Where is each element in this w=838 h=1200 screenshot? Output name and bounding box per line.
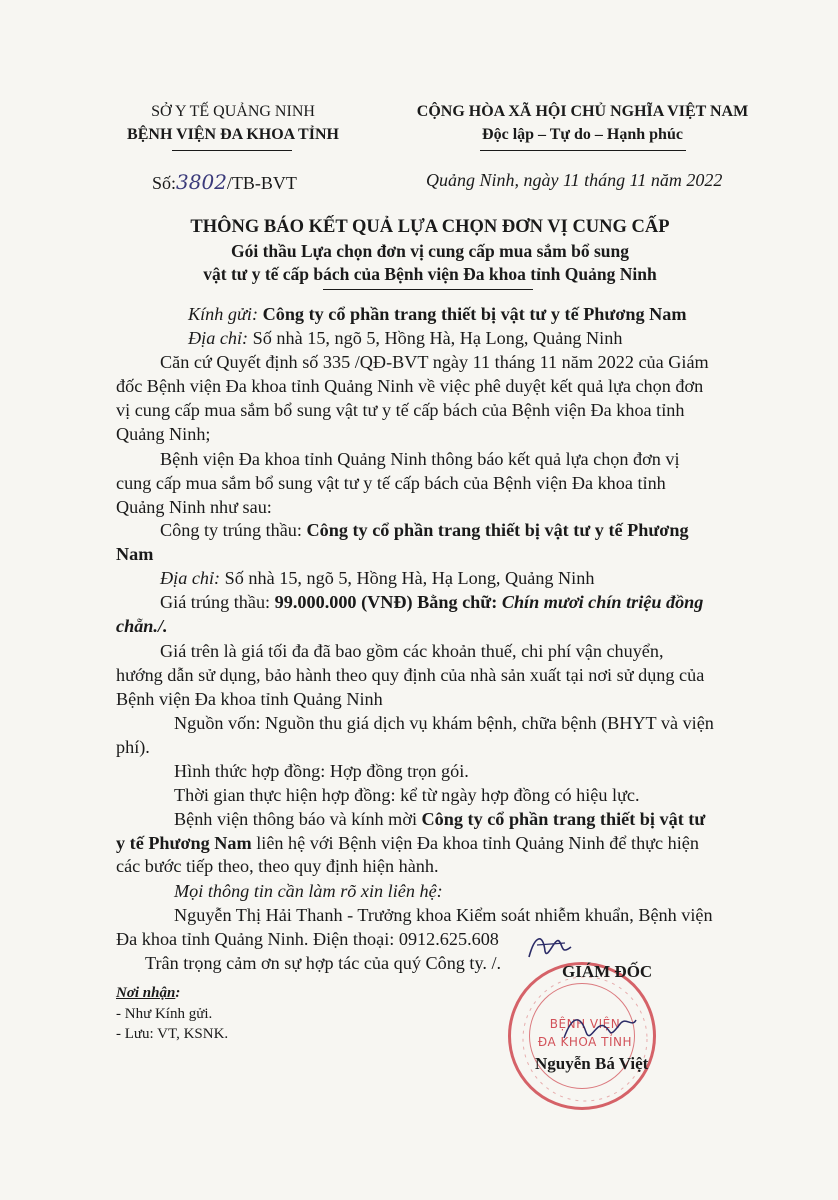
stamp-line-2: ĐA KHOA TỈNH	[537, 1035, 633, 1049]
director-signature-icon	[560, 1010, 640, 1050]
recipient-item-1: - Như Kính gửi.	[116, 1006, 213, 1022]
paragraph-1-line-1: Căn cứ Quyết định số 335 /QĐ-BVT ngày 11 tháng 11 năm 2022 của Giám	[160, 352, 709, 372]
winner-address-label: Địa chỉ:	[160, 568, 221, 588]
price-line-1	[160, 591, 703, 614]
initial-signature-icon	[525, 927, 575, 967]
document-number	[152, 170, 297, 194]
invite-line-3: các bước tiếp theo, theo quy định hiện hành.	[116, 856, 439, 876]
invite-text-b: liên hệ với Bệnh viện Đa khoa tỉnh Quảng Ninh để thực hiện	[251, 833, 699, 853]
doc-number-handwritten: 3802	[176, 170, 227, 194]
price-words: Chín mươi chín triệu đồng	[501, 592, 704, 612]
header-left-underline	[172, 150, 292, 151]
title-subline-2: vật tư y tế cấp bách của Bệnh viện Đa khoa tỉnh Quảng Ninh	[203, 264, 657, 284]
recipients-label	[116, 985, 180, 1002]
hospital-name: BỆNH VIỆN ĐA KHOA TỈNH	[127, 126, 339, 143]
price-line-2: chẵn./.	[116, 616, 168, 636]
contact-line-1: Nguyễn Thị Hải Thanh - Trưởng khoa Kiểm soát nhiễm khuẩn, Bệnh viện	[174, 905, 713, 925]
recipient-address	[188, 327, 622, 350]
invite-line-1	[174, 808, 705, 831]
document-date: Quảng Ninh, ngày 11 tháng 11 năm 2022	[426, 170, 723, 190]
winner-company: Công ty cổ phần trang thiết bị vật tư y tế Phương	[306, 520, 689, 540]
price-value: 99.000.000 (VNĐ) Bằng chữ:	[274, 592, 502, 612]
country-name: CỘNG HÒA XÃ HỘI CHỦ NGHĨA VIỆT NAM	[416, 103, 749, 120]
funding-line-1: Nguồn vốn: Nguồn thu giá dịch vụ khám bệnh, chữa bệnh (BHYT và viện	[174, 713, 714, 733]
thanks-line: Trân trọng cảm ơn sự hợp tác của quý Công ty. /.	[145, 953, 502, 973]
invite-company-b: y tế Phương Nam	[116, 833, 252, 853]
paragraph-3-line-3: Bệnh viện Đa khoa tỉnh Quảng Ninh	[116, 689, 383, 709]
recipients-label-text: Nơi nhận	[116, 985, 176, 1001]
doc-number-prefix: Số:	[152, 173, 177, 193]
paragraph-1-line-4: Quảng Ninh;	[116, 424, 211, 444]
national-motto: Độc lập – Tự do – Hạnh phúc	[482, 126, 683, 143]
recipient-item-2: - Lưu: VT, KSNK.	[116, 1026, 229, 1042]
contact-line-2: Đa khoa tỉnh Quảng Ninh. Điện thoại: 0912.625.608	[116, 929, 499, 949]
title-underline	[323, 289, 533, 290]
paragraph-1-line-3: vị cung cấp mua sắm bổ sung vật tư y tế cấp bách của Bệnh viện Đa khoa tỉnh	[116, 400, 685, 420]
paragraph-2-line-1: Bệnh viện Đa khoa tỉnh Quảng Ninh thông báo kết quả lựa chọn đơn vị	[160, 449, 680, 469]
paragraph-2-line-3: Quảng Ninh như sau:	[116, 497, 272, 517]
title-subline-1: Gói thầu Lựa chọn đơn vị cung cấp mua sắm bổ sung	[230, 241, 629, 261]
winner-address-value: Số nhà 15, ngõ 5, Hồng Hà, Hạ Long, Quảng Ninh	[220, 568, 595, 588]
address-value: Số nhà 15, ngõ 5, Hồng Hà, Hạ Long, Quảng Ninh	[248, 328, 623, 348]
address-label: Địa chỉ:	[188, 328, 249, 348]
paragraph-3-line-1: Giá trên là giá tối đa đã bao gồm các khoản thuế, chi phí vận chuyển,	[160, 641, 664, 661]
doc-number-suffix: /TB-BVT	[226, 173, 297, 193]
contract-time: Thời gian thực hiện hợp đồng: kể từ ngày hợp đồng có hiệu lực.	[174, 785, 640, 805]
contract-form: Hình thức hợp đồng: Hợp đồng trọn gói.	[174, 761, 469, 781]
recipient-company: Công ty cổ phần trang thiết bị vật tư y tế Phương Nam	[258, 304, 687, 324]
signer-title: GIÁM ĐỐC	[562, 962, 653, 981]
recipient-label: Kính gửi:	[188, 304, 259, 324]
header-right-underline	[480, 150, 686, 151]
funding-line-2: phí).	[116, 737, 150, 757]
contact-intro: Mọi thông tin cần làm rõ xin liên hệ:	[174, 881, 443, 901]
winner-address	[160, 567, 594, 590]
document-title: THÔNG BÁO KẾT QUẢ LỰA CHỌN ĐƠN VỊ CUNG CẤP	[190, 217, 670, 237]
winner-line-2: Nam	[116, 544, 154, 564]
paragraph-2-line-2: cung cấp mua sắm bổ sung vật tư y tế cấp bách của Bệnh viện Đa khoa tỉnh	[116, 473, 666, 493]
paragraph-1-line-2: đốc Bệnh viện Đa khoa tỉnh Quảng Ninh về việc phê duyệt kết quả lựa chọn đơn	[116, 376, 704, 396]
recipient-line	[188, 303, 687, 326]
ministry-name: SỞ Y TẾ QUẢNG NINH	[151, 103, 315, 120]
paragraph-3-line-2: hướng dẫn sử dụng, bảo hành theo quy định của nhà sản xuất tại nơi sử dụng của	[116, 665, 705, 685]
signer-name: Nguyễn Bá Việt	[535, 1054, 649, 1073]
winner-line-1	[160, 519, 689, 542]
recipients-label-colon: :	[175, 985, 181, 1001]
invite-text-a: Bệnh viện thông báo và kính mời	[174, 809, 422, 829]
invite-line-2	[116, 832, 699, 855]
winner-label: Công ty trúng thầu:	[160, 520, 307, 540]
price-label: Giá trúng thầu:	[160, 592, 275, 612]
invite-company-a: Công ty cổ phần trang thiết bị vật tư	[421, 809, 706, 829]
stamp-line-1: BỆNH VIỆN	[549, 1017, 621, 1031]
